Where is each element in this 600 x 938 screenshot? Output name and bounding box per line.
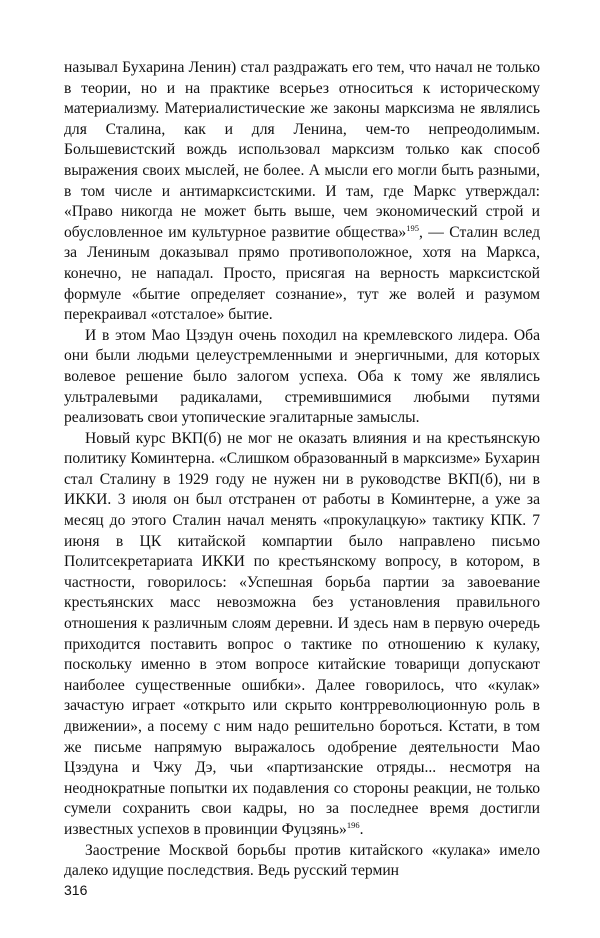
page-body [64, 58, 540, 882]
paragraph-3 [64, 429, 540, 841]
paragraph-3-continuation: . [359, 820, 364, 838]
footnote-ref-195: 195 [406, 222, 419, 233]
paragraph-1-continuation: , — Сталин вслед за Лениным доказывал прямо противоположное, хотя на Маркса, конечно, не нападал. Просто, присягая на верность марксистской формуле «бытие определяет сознание», тут же волей и разумом перекраивал «отсталое» бытие. [64, 223, 541, 324]
paragraph-4 [64, 841, 540, 882]
paragraph-4-text: Заострение Москвой борьбы против китайского «кулака» имело далеко идущие последствия. Ведь русский термин [64, 841, 540, 880]
paragraph-1-text: называл Бухарина Ленин) стал раздражать его тем, что начал не только в теории, но и на практике всерьез относиться к историческому материализму. Материалистические же законы марксизма не являлись для Сталина, как и для Ленина, чем-то непреодолимым. Большевистский вождь использовал марксизм только как способ выражения своих мыслей, не более. А мысли его могли быть разными, в том числе и антимарксистскими. И там, где Маркс утверждал: «Право никогда не может быть выше, чем экономический строй и обусловленное им культурное развитие общества» [64, 59, 540, 241]
paragraph-3-text: Новый курс ВКП(б) не мог не оказать влияния и на крестьянскую политику Коминтерна. «Слишком образованный в марксизме» Бухарин стал Сталину в 1929 году не нужен ни в руководстве ВКП(б), ни в ИККИ. 3 июля он был отстранен от работы в Коминтерне, а уже за месяц до этого Сталин начал менять «прокулацкую» тактику КПК. 7 июня в ЦК китайской компартии было направлено письмо Политсекретариата ИККИ по крестьянскому вопросу, в котором, в частности, говорилось: «Успешная борьба партии за завоевание крестьянских масс невозможна без установления правильного отношения к различным слоям деревни. И здесь нам в первую очередь приходится поставить вопрос о тактике по отношению к кулаку, поскольку именно в этом вопросе китайские товарищи допускают наиболее существенные ошибки». Далее говорилось, что «кулак» зачастую играет «открыто или скрыто контрреволюционную роль в движении», а посему с ним надо решительно бороться. Кстати, в том же письме напрямую выражалось одобрение деятельности Мао Цзэдуна и Чжу Дэ, чьи «партизанские отряды... несмотря на неоднократные попытки их подавления со стороны реакции, не только сумели сохранить свои кадры, но за последнее время достигли известных успехов в провинции Фуцзянь» [64, 429, 540, 838]
page-number: 316 [64, 882, 88, 898]
paragraph-2-text: И в этом Мао Цзэдун очень походил на кремлевского лидера. Оба они были людьми целеустремленными и энергичными, для которых волевое решение было залогом успеха. Оба к тому же являлись ультралевыми радикалами, стремившимися любыми путями реализовать свои утопические эгалитарные замыслы. [64, 326, 540, 427]
paragraph-1 [64, 58, 540, 326]
footnote-ref-196: 196 [346, 819, 360, 830]
paragraph-2 [64, 326, 540, 429]
